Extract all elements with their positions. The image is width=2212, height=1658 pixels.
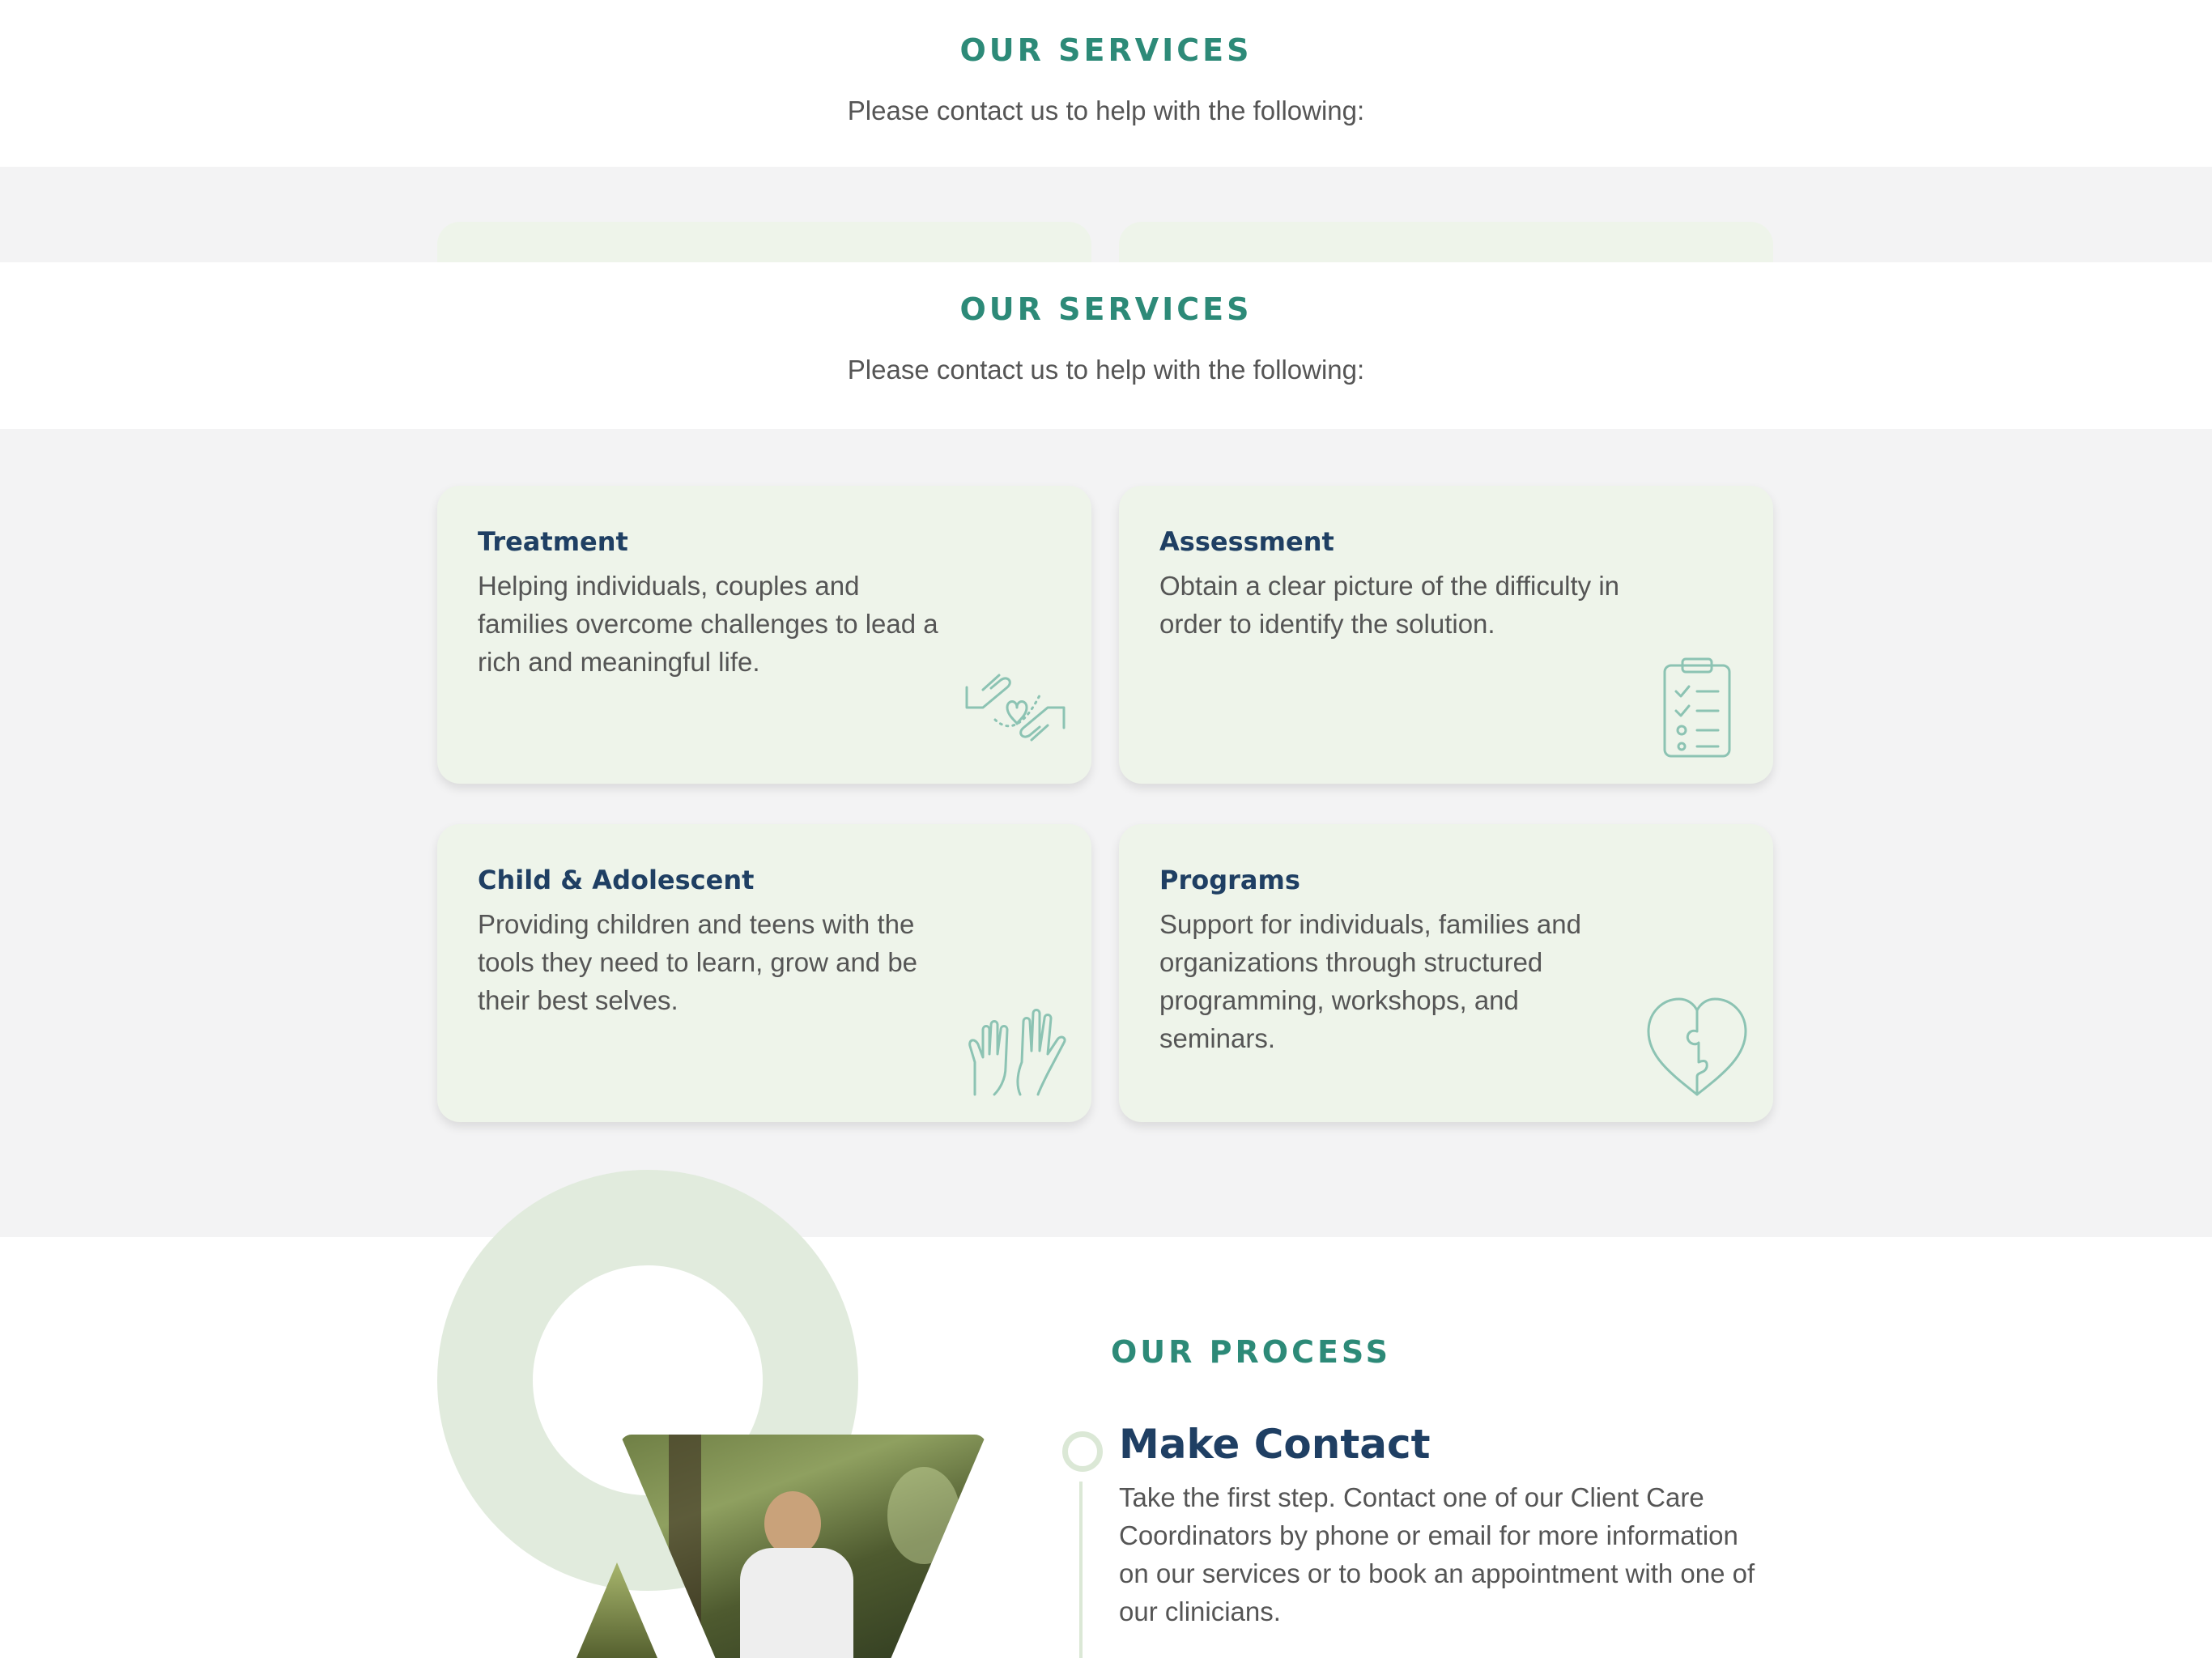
services-section — [0, 429, 2212, 1237]
caring-hands-heart-icon — [959, 651, 1072, 764]
process-section — [0, 1237, 2212, 1658]
process-title: OUR PROCESS — [1111, 1334, 1391, 1370]
service-card-text: Support for individuals, families and organizations through structured programming, workshops, and seminars. — [1159, 909, 1581, 1053]
puzzle-heart-icon — [1640, 989, 1754, 1103]
section-title: OUR SERVICES — [959, 291, 1253, 327]
service-card-title: Treatment — [478, 526, 628, 557]
service-card-child-adolescent[interactable] — [437, 824, 1091, 1122]
section-subtitle: Please contact us to help with the following: — [847, 355, 1365, 385]
section-subtitle-ghost: Please contact us to help with the following: — [847, 96, 1365, 125]
service-card-text: Helping individuals, couples and families overcome challenges to lead a rich and meaningful life. — [478, 571, 938, 677]
section-title-ghost: OUR SERVICES — [959, 32, 1253, 68]
timeline-line — [1079, 1482, 1083, 1658]
step-title: Make Contact — [1119, 1421, 1431, 1468]
timeline-step-marker — [1062, 1431, 1103, 1472]
services-header-band — [0, 262, 2212, 429]
service-card-treatment[interactable] — [437, 486, 1091, 784]
service-card-text: Obtain a clear picture of the difficulty in order to identify the solution. — [1159, 571, 1620, 639]
service-card-programs[interactable] — [1119, 824, 1773, 1122]
ghost-services-band — [0, 167, 2212, 262]
service-card-title: Child & Adolescent — [478, 865, 755, 895]
service-card-text: Providing children and teens with the tools they need to learn, grow and be their best selves. — [478, 909, 918, 1015]
high-five-hands-icon — [959, 989, 1072, 1103]
service-card-assessment[interactable] — [1119, 486, 1773, 784]
service-card-title: Assessment — [1159, 526, 1334, 557]
step-text: Take the first step. Contact one of our Client Care Coordinators by phone or email for more information on our services or to book an appointment with one of our clinicians. — [1119, 1482, 1755, 1626]
clipboard-checklist-icon — [1640, 651, 1754, 764]
service-card-title: Programs — [1159, 865, 1300, 895]
